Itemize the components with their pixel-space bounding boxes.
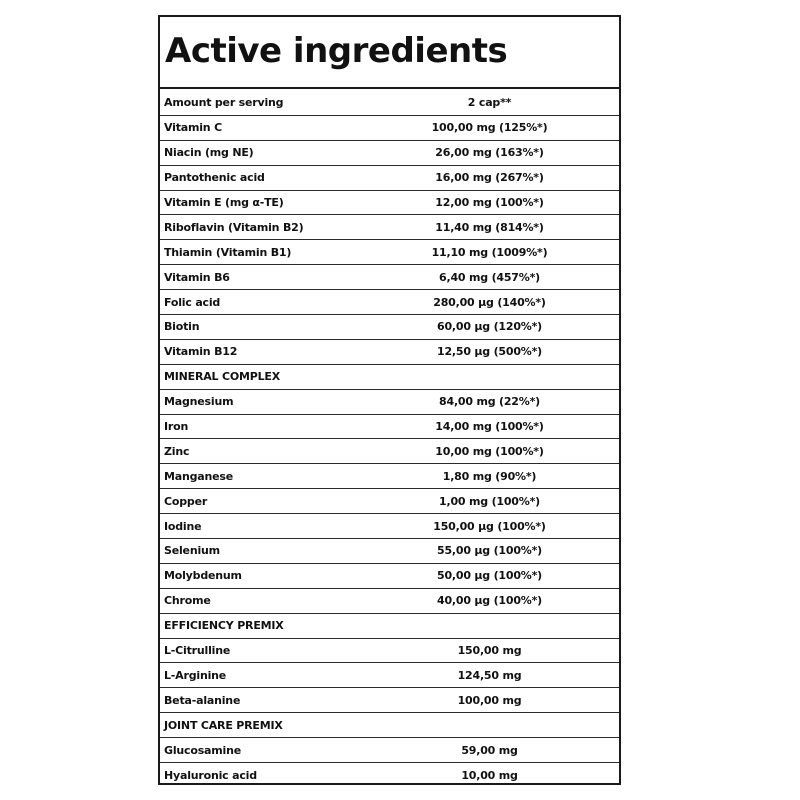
ingredient-amount: 16,00 mg (267%*): [435, 171, 544, 185]
ingredient-amount: 1,00 mg (100%*): [439, 494, 540, 508]
ingredient-name: Iron: [164, 420, 189, 434]
table-row: [160, 215, 619, 240]
ingredient-name: Molybdenum: [164, 569, 242, 583]
section-header-row: [160, 614, 619, 639]
ingredient-amount: 12,00 mg (100%*): [435, 196, 544, 209]
ingredient-name: Pantothenic acid: [164, 171, 265, 185]
ingredient-name: Copper: [164, 494, 208, 508]
table-title: Active ingredients: [160, 17, 619, 89]
ingredient-name: Vitamin C: [164, 121, 222, 135]
table-row: [160, 663, 619, 688]
ingredient-name: Zinc: [164, 444, 190, 458]
table-row: [160, 91, 619, 116]
table-row: [160, 390, 619, 415]
ingredient-amount: 60,00 µg (120%*): [436, 320, 542, 334]
table-row: [160, 315, 619, 340]
ingredient-amount: 100,00 mg (125%*): [431, 121, 548, 135]
table-row: [160, 514, 619, 539]
section-header-row: [160, 365, 619, 390]
table-row: [160, 464, 619, 489]
ingredient-amount: 11,10 mg (1009%*): [431, 245, 548, 259]
table-row: [160, 763, 619, 788]
section-header: MINERAL COMPLEX: [164, 370, 281, 384]
ingredient-name: Biotin: [164, 320, 200, 334]
table-row: [160, 240, 619, 265]
table-row: [160, 489, 619, 514]
table-row: [160, 191, 619, 216]
ingredient-amount: 11,40 mg (814%*): [435, 220, 544, 234]
ingredient-amount: 55,00 µg (100%*): [436, 544, 542, 558]
table-row: [160, 688, 619, 713]
ingredient-amount: 26,00 mg (163%*): [435, 146, 544, 160]
ingredient-amount: 12,50 µg (500%*): [436, 345, 542, 359]
ingredient-name: Vitamin B6: [164, 270, 230, 284]
ingredient-amount: 124,50 mg: [457, 668, 522, 682]
ingredient-amount: 40,00 µg (100%*): [436, 594, 542, 608]
table-row: [160, 340, 619, 365]
ingredient-name: Magnesium: [164, 395, 234, 409]
ingredient-amount: 84,00 mg (22%*): [439, 395, 540, 409]
ingredient-amount: 14,00 mg (100%*): [435, 420, 544, 434]
ingredient-name: Glucosamine: [164, 743, 242, 757]
ingredient-amount: 6,40 mg (457%*): [439, 270, 540, 284]
ingredient-amount: 50,00 µg (100%*): [436, 569, 542, 583]
ingredient-name: Hyaluronic acid: [164, 768, 257, 782]
ingredient-amount: 150,00 µg (100%*): [433, 519, 546, 533]
ingredient-amount: 10,00 mg: [461, 768, 518, 782]
ingredient-name: Riboflavin (Vitamin B2): [164, 220, 304, 234]
ingredient-amount: 10,00 mg (100%*): [435, 444, 544, 458]
table-row: [160, 290, 619, 315]
section-header: EFFICIENCY PREMIX: [164, 619, 284, 633]
ingredient-amount: 2 cap**: [467, 96, 512, 110]
table-row: [160, 141, 619, 166]
ingredients-table: [158, 15, 621, 785]
table-row: [160, 539, 619, 564]
ingredient-name: Iodine: [164, 519, 202, 533]
ingredient-amount: 59,00 mg: [461, 743, 518, 757]
ingredient-name: Thiamin (Vitamin B1): [164, 245, 292, 259]
ingredient-name: Amount per serving: [164, 96, 284, 110]
ingredient-name: Selenium: [164, 544, 220, 558]
table-body: [160, 91, 619, 788]
ingredient-name: L-Arginine: [164, 668, 227, 682]
table-row: [160, 589, 619, 614]
table-row: [160, 564, 619, 589]
section-header-row: [160, 713, 619, 738]
ingredient-name: Folic acid: [164, 295, 221, 309]
ingredient-name: Vitamin B12: [164, 345, 238, 359]
ingredient-amount: 1,80 mg (90%*): [442, 469, 537, 483]
ingredient-name: Manganese: [164, 469, 233, 483]
table-row: [160, 415, 619, 440]
table-row: [160, 116, 619, 141]
table-row: [160, 439, 619, 464]
table-row: [160, 166, 619, 191]
ingredient-amount: 150,00 mg: [457, 644, 522, 658]
ingredient-amount: 280,00 µg (140%*): [433, 295, 546, 309]
table-row: [160, 639, 619, 664]
ingredient-name: Beta-alanine: [164, 693, 241, 707]
ingredient-name: Chrome: [164, 594, 211, 608]
ingredient-name: Vitamin E (mg α-TE): [164, 196, 284, 209]
ingredient-name: L-Citrulline: [164, 644, 231, 658]
section-header: JOINT CARE PREMIX: [164, 718, 283, 732]
ingredient-amount: 100,00 mg: [457, 693, 522, 707]
ingredient-name: Niacin (mg NE): [164, 146, 254, 160]
table-row: [160, 738, 619, 763]
table-row: [160, 265, 619, 290]
